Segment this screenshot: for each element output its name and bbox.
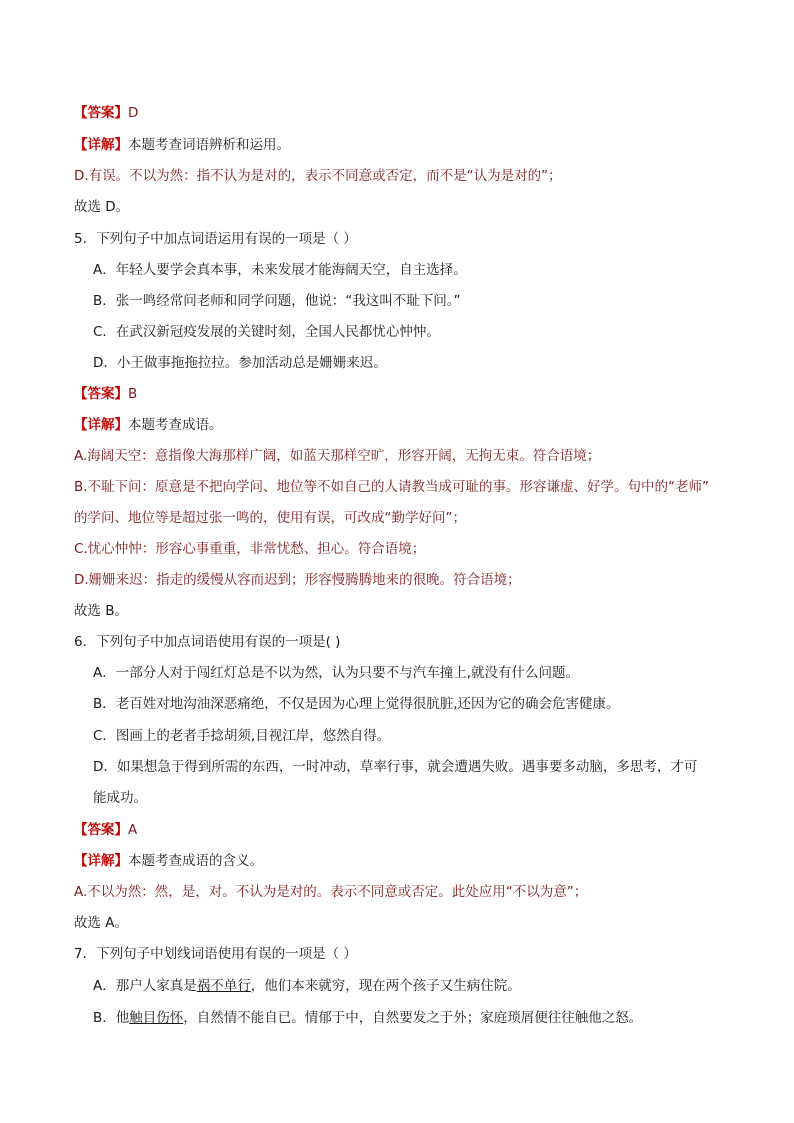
q7-option-b	[93, 1009, 642, 1027]
answer-value: A	[128, 822, 138, 838]
q7-option-b-post: ，自然情不能自已。情郁于中，自然要发之于外；家庭琐屑便往往触他之怒。	[183, 1010, 643, 1026]
bracket-close: 】	[114, 417, 128, 433]
answer-line	[74, 821, 137, 839]
explanation-line	[74, 540, 425, 558]
question-option	[93, 292, 461, 310]
question-text: 5．下列句子中加点词语运用有误的一项是（ ）	[74, 231, 357, 247]
explanation-line	[74, 883, 587, 901]
explanation-text: 的学问、地位等是超过张一鸣的，使用有误，可改成“勤学好问”；	[74, 510, 466, 526]
q7-option-b-pre: B．他	[93, 1010, 130, 1026]
bracket-open: 【	[74, 853, 88, 869]
detail-line	[74, 416, 223, 434]
question-option	[93, 323, 440, 341]
detail-label: 详解	[87, 137, 115, 153]
explanation-line	[74, 478, 709, 496]
conclusion-text: 故选 B。	[74, 603, 129, 619]
conclusion-text: 故选 A。	[74, 915, 129, 931]
explanation-text: D.有误。不以为然：指不认为是对的，表示不同意或否定，而不是“认为是对的”；	[74, 168, 562, 184]
bracket-open: 【	[74, 386, 88, 402]
explanation-line	[74, 571, 521, 589]
q7-option-a-underlined: 祸不单行	[196, 978, 251, 994]
question-stem	[74, 633, 340, 651]
answer-label: 答案	[87, 822, 115, 838]
bracket-close: 】	[114, 853, 128, 869]
conclusion-text: 故选 D。	[74, 199, 130, 215]
detail-label: 详解	[87, 417, 115, 433]
answer-label: 答案	[87, 105, 115, 121]
bracket-close: 】	[114, 822, 128, 838]
detail-text: 本题考查词语辨析和运用。	[128, 137, 290, 153]
question-stem	[74, 230, 357, 248]
bracket-open: 【	[74, 417, 88, 433]
question-option	[93, 354, 387, 372]
question-option	[93, 758, 697, 776]
detail-text: 本题考查成语的含义。	[128, 853, 263, 869]
option-text: 能成功。	[93, 790, 147, 806]
question-text: 6．下列句子中加点词语使用有误的一项是( )	[74, 634, 341, 650]
question-text: 7．下列句子中划线词语使用有误的一项是（ ）	[74, 946, 357, 962]
explanation-text: C.忧心忡忡：形容心事重重，非常忧愁、担心。符合语境；	[74, 541, 426, 557]
explanation-text: D.姗姗来迟：指走的缓慢从容而迟到；形容慢腾腾地来的很晚。符合语境；	[74, 572, 521, 588]
bracket-close: 】	[114, 386, 128, 402]
detail-line	[74, 852, 263, 870]
option-text: B．老百姓对地沟油深恶痛绝，不仅是因为心理上觉得很肮脏,还因为它的确会危害健康。	[93, 696, 620, 712]
answer-label: 答案	[87, 386, 115, 402]
option-text: D．小王做事拖拖拉拉。参加活动总是姗姗来迟。	[93, 355, 387, 371]
question-stem	[74, 945, 357, 963]
q7-option-a-pre: A．那户人家真是	[93, 978, 197, 994]
question-option	[93, 261, 467, 279]
detail-line	[74, 136, 290, 154]
answer-value: D	[128, 105, 139, 121]
explanation-text: A.海阔天空：意指像大海那样广阔，如蓝天那样空旷，形容开阔，无拘无束。符合语境；	[74, 448, 601, 464]
option-text: A．年轻人要学会真本事，未来发展才能海阔天空，自主选择。	[93, 262, 467, 278]
explanation-text: B.不耻下问：原意是不把向学问、地位等不如自己的人请教当成可耻的事。形容谦虚、好学。句中的“老师”	[74, 479, 710, 495]
option-text: C．在武汉新冠疫发展的关键时刻，全国人民都忧心忡忡。	[93, 324, 440, 340]
question-option	[93, 727, 390, 745]
option-text: C．图画上的老者手捻胡须,目视江岸，悠然自得。	[93, 728, 391, 744]
bracket-open: 【	[74, 137, 88, 153]
answer-line	[74, 385, 137, 403]
conclusion-line	[74, 914, 128, 932]
question-option	[93, 695, 620, 713]
explanation-line	[74, 167, 562, 185]
detail-text: 本题考查成语。	[128, 417, 223, 433]
bracket-open: 【	[74, 822, 88, 838]
conclusion-line	[74, 602, 128, 620]
answer-value: B	[128, 386, 138, 402]
explanation-text: A.不以为然：然，是，对。不认为是对的。表示不同意或否定。此处应用“不以为意”；	[74, 884, 588, 900]
question-option-continued	[93, 789, 147, 807]
conclusion-line	[74, 198, 129, 216]
bracket-close: 】	[114, 137, 128, 153]
option-text: B．张一鸣经常问老师和同学问题，他说：“我这叫不耻下问。”	[93, 293, 461, 309]
q7-option-a	[93, 977, 521, 995]
option-text: A．一部分人对于闯红灯总是不以为然，认为只要不与汽车撞上,就没有什么问题。	[93, 665, 580, 681]
question-option	[93, 664, 579, 682]
q7-option-b-underlined: 触目伤怀	[129, 1010, 184, 1026]
detail-label: 详解	[87, 853, 115, 869]
answer-line	[74, 104, 138, 122]
bracket-open: 【	[74, 105, 88, 121]
explanation-line	[74, 509, 466, 527]
option-text: D．如果想急于得到所需的东西，一时冲动，草率行事，就会遭遇失败。遇事要多动脑，多思考，才可	[93, 759, 698, 775]
explanation-line	[74, 447, 600, 465]
q7-option-a-post: ，他们本来就穷，现在两个孩子又生病住院。	[250, 978, 521, 994]
bracket-close: 】	[114, 105, 128, 121]
